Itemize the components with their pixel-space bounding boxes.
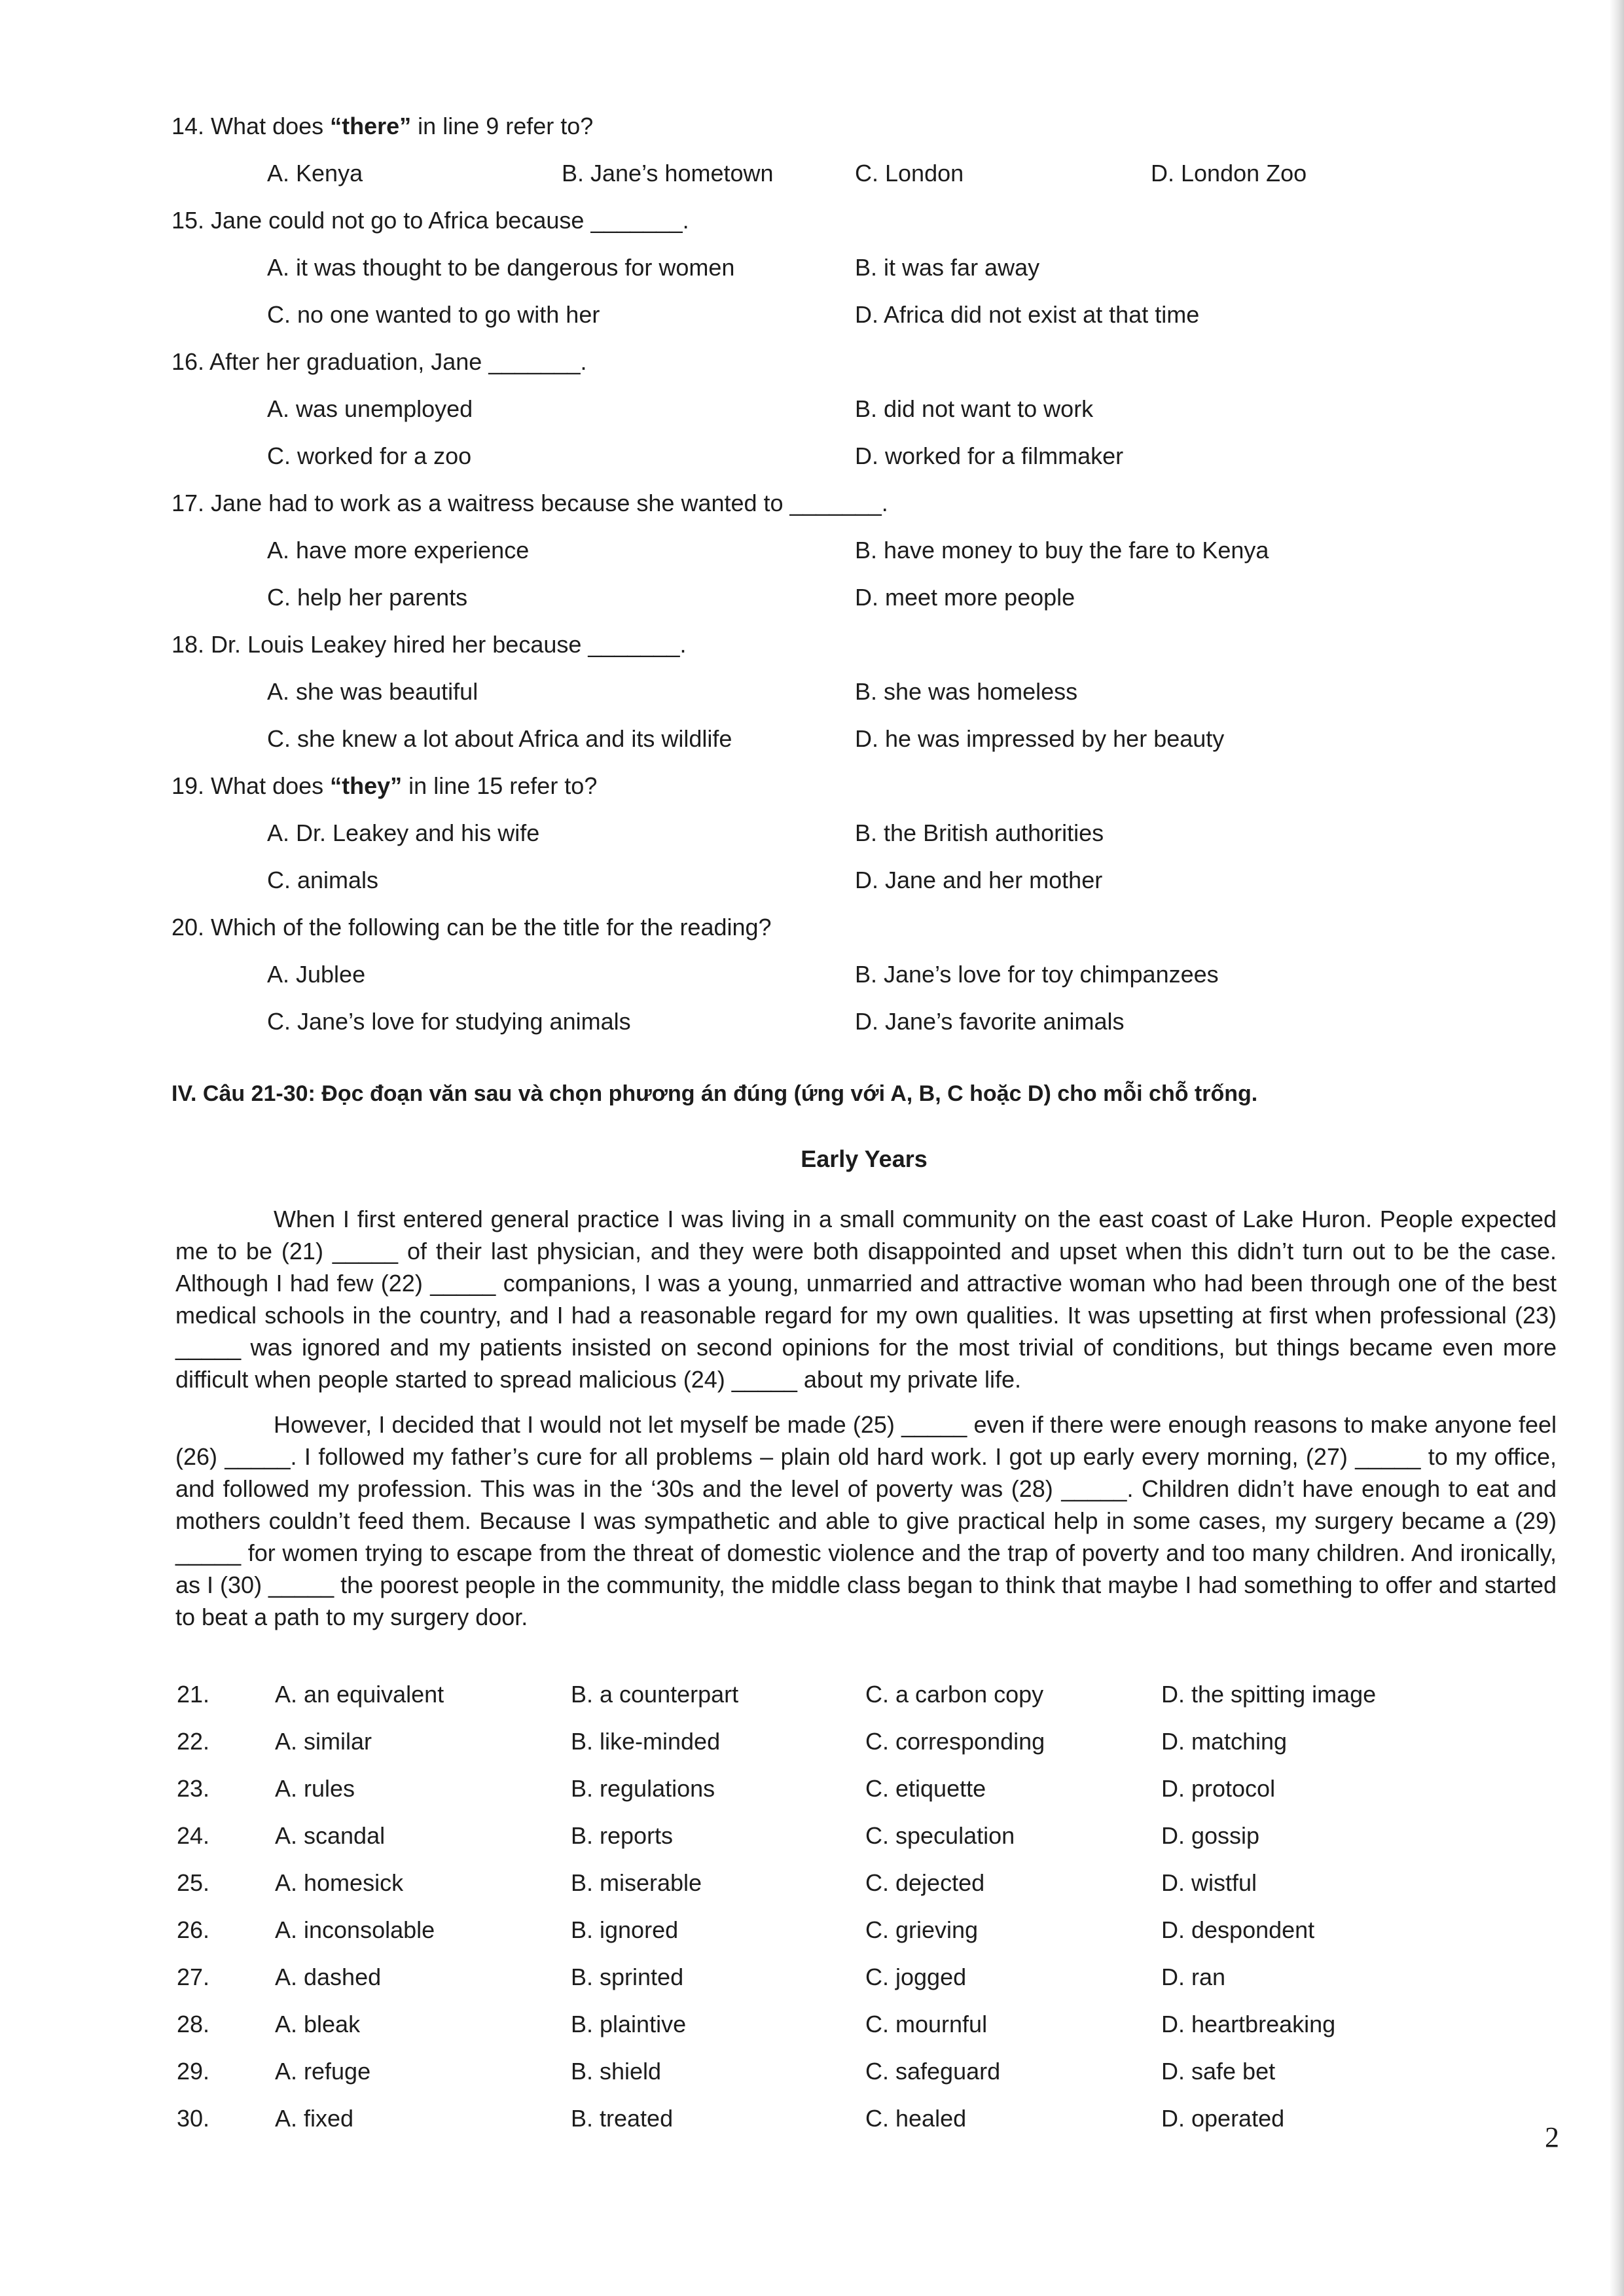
question-20-option-d: D. Jane’s favorite animals: [855, 1008, 1125, 1035]
question-18-option-a: A. she was beautiful: [267, 678, 478, 705]
answer-row-25: [0, 1869, 1624, 1902]
answer-row-number: 24.: [177, 1822, 210, 1849]
answer-row-number: 27.: [177, 1964, 210, 1990]
answer-option-c: C. speculation: [865, 1822, 1015, 1849]
answer-option-c: C. healed: [865, 2105, 967, 2132]
question-16-option-c: C. worked for a zoo: [267, 442, 472, 469]
answer-option-a: A. similar: [275, 1728, 372, 1755]
answer-option-d: D. operated: [1161, 2105, 1285, 2132]
answer-option-d: D. despondent: [1161, 1916, 1315, 1943]
question-19-option-b: B. the British authorities: [855, 819, 1104, 846]
answer-option-b: B. ignored: [571, 1916, 679, 1943]
passage-paragraph-1: When I first entered general practice I was living in a small community on the east coast of Lake Huron. People expected me to be (21) _____ of their last physician, and they were both disappointed and upset when this didn’t turn out to be the case. Although I had few (22) _____ companions, I was a young, unmarried and attractive woman who had been through one of the best medical schools in the country, and I had a reasonable regard for my own qualities. It was upsetting at first when professional (23) _____ was ignored and my patients insisted on second opinions for the most trivial of conditions, but things became even more difficult when people started to spread malicious (24) _____ about my private life.: [175, 1206, 1557, 1393]
question-15-stem: 15. Jane could not go to Africa because _______.: [171, 207, 689, 234]
question-14-stem: 14. What does “there” in line 9 refer to?: [171, 113, 594, 139]
question-19-option-c: C. animals: [267, 867, 379, 893]
answer-row-22: [0, 1728, 1624, 1761]
answer-option-a: A. dashed: [275, 1964, 382, 1990]
question-14-option-d: D. London Zoo: [1151, 160, 1307, 187]
question-16-option-b: B. did not want to work: [855, 395, 1094, 422]
question-19-option-d: D. Jane and her mother: [855, 867, 1103, 893]
answer-row-21: [0, 1681, 1624, 1713]
answer-row-24: [0, 1822, 1624, 1855]
question-17-option-a: A. have more experience: [267, 537, 530, 564]
answer-option-a: A. homesick: [275, 1869, 404, 1896]
answer-option-c: C. grieving: [865, 1916, 979, 1943]
answer-option-c: C. safeguard: [865, 2058, 1001, 2085]
question-18-option-d: D. he was impressed by her beauty: [855, 725, 1225, 752]
question-20-option-b: B. Jane’s love for toy chimpanzees: [855, 961, 1219, 988]
section-heading: IV. Câu 21-30: Đọc đoạn văn sau và chọn phương án đúng (ứng với A, B, C hoặc D) cho mỗi chỗ trống.: [171, 1081, 1258, 1106]
answer-option-d: D. heartbreaking: [1161, 2011, 1336, 2037]
answer-option-a: A. fixed: [275, 2105, 354, 2132]
answer-row-28: [0, 2011, 1624, 2043]
answer-option-c: C. etiquette: [865, 1775, 986, 1802]
question-16-option-a: A. was unemployed: [267, 395, 473, 422]
passage-paragraph-2: However, I decided that I would not let myself be made (25) _____ even if there were enough reasons to make anyone feel (26) _____. I followed my father’s cure for all problems – plain old hard work. I got up early every morning, (27) _____ to my office, and followed my profession. This was in the ‘30s and the level of poverty was (28) _____. Children didn’t have enough to eat and mothers couldn’t feed them. Because I was sympathetic and able to give practical help in some cases, my surgery became a (29) _____ for women trying to escape from the threat of domestic violence and the trap of poverty and too many children. And ironically, as I (30) _____ the poorest people in the community, the middle class began to think that maybe I had something to offer and started to beat a path to my surgery door.: [175, 1411, 1557, 1630]
answer-row-26: [0, 1916, 1624, 1949]
answer-row-number: 21.: [177, 1681, 210, 1708]
answer-option-c: C. jogged: [865, 1964, 967, 1990]
answer-option-d: D. protocol: [1161, 1775, 1276, 1802]
question-15-option-c: C. no one wanted to go with her: [267, 301, 600, 328]
question-19-stem: 19. What does “they” in line 15 refer to?: [171, 772, 598, 799]
question-18-option-c: C. she knew a lot about Africa and its wildlife: [267, 725, 732, 752]
answer-row-29: [0, 2058, 1624, 2090]
question-15-option-a: A. it was thought to be dangerous for women: [267, 254, 735, 281]
answer-option-b: B. a counterpart: [571, 1681, 739, 1708]
question-18-stem: 18. Dr. Louis Leakey hired her because _______.: [171, 631, 687, 658]
question-15-option-d: D. Africa did not exist at that time: [855, 301, 1200, 328]
answer-option-c: C. mournful: [865, 2011, 988, 2037]
answer-option-b: B. plaintive: [571, 2011, 687, 2037]
answer-row-23: [0, 1775, 1624, 1808]
answer-option-c: C. a carbon copy: [865, 1681, 1044, 1708]
question-17-stem: 17. Jane had to work as a waitress because she wanted to _______.: [171, 490, 888, 516]
question-14-option-b: B. Jane’s hometown: [562, 160, 774, 187]
answer-option-a: A. bleak: [275, 2011, 361, 2037]
question-19-option-a: A. Dr. Leakey and his wife: [267, 819, 540, 846]
question-17-option-c: C. help her parents: [267, 584, 468, 611]
question-16-option-d: D. worked for a filmmaker: [855, 442, 1124, 469]
question-17-option-b: B. have money to buy the fare to Kenya: [855, 537, 1269, 564]
answer-option-b: B. reports: [571, 1822, 674, 1849]
question-20-option-a: A. Jublee: [267, 961, 366, 988]
answer-option-c: C. dejected: [865, 1869, 985, 1896]
answer-option-d: D. safe bet: [1161, 2058, 1276, 2085]
answer-row-number: 25.: [177, 1869, 210, 1896]
question-16-stem: 16. After her graduation, Jane _______.: [171, 348, 587, 375]
page-number: 2: [1545, 2121, 1559, 2153]
answer-option-a: A. refuge: [275, 2058, 371, 2085]
answer-option-d: D. ran: [1161, 1964, 1226, 1990]
answer-option-b: B. regulations: [571, 1775, 715, 1802]
answer-option-b: B. miserable: [571, 1869, 702, 1896]
answer-option-a: A. an equivalent: [275, 1681, 444, 1708]
question-15-option-b: B. it was far away: [855, 254, 1040, 281]
answer-option-a: A. inconsolable: [275, 1916, 435, 1943]
answer-option-c: C. corresponding: [865, 1728, 1045, 1755]
question-14-option-c: C. London: [855, 160, 964, 187]
answer-option-d: D. the spitting image: [1161, 1681, 1377, 1708]
answer-row-number: 22.: [177, 1728, 210, 1755]
answer-option-b: B. treated: [571, 2105, 674, 2132]
answer-row-number: 30.: [177, 2105, 210, 2132]
answer-option-b: B. sprinted: [571, 1964, 684, 1990]
answer-option-a: A. scandal: [275, 1822, 386, 1849]
passage-title: Early Years: [801, 1145, 928, 1172]
question-20-option-c: C. Jane’s love for studying animals: [267, 1008, 631, 1035]
answer-row-number: 28.: [177, 2011, 210, 2037]
answer-row-number: 23.: [177, 1775, 210, 1802]
question-18-option-b: B. she was homeless: [855, 678, 1078, 705]
question-17-option-d: D. meet more people: [855, 584, 1075, 611]
answer-row-number: 26.: [177, 1916, 210, 1943]
answer-option-a: A. rules: [275, 1775, 355, 1802]
answer-row-number: 29.: [177, 2058, 210, 2085]
answer-option-d: D. matching: [1161, 1728, 1288, 1755]
answer-option-b: B. like-minded: [571, 1728, 721, 1755]
question-20-stem: 20. Which of the following can be the title for the reading?: [171, 914, 772, 941]
answer-row-27: [0, 1964, 1624, 1996]
answer-option-b: B. shield: [571, 2058, 662, 2085]
answer-row-30: [0, 2105, 1624, 2138]
answer-option-d: D. wistful: [1161, 1869, 1257, 1896]
question-14-option-a: A. Kenya: [267, 160, 363, 187]
answer-option-d: D. gossip: [1161, 1822, 1260, 1849]
